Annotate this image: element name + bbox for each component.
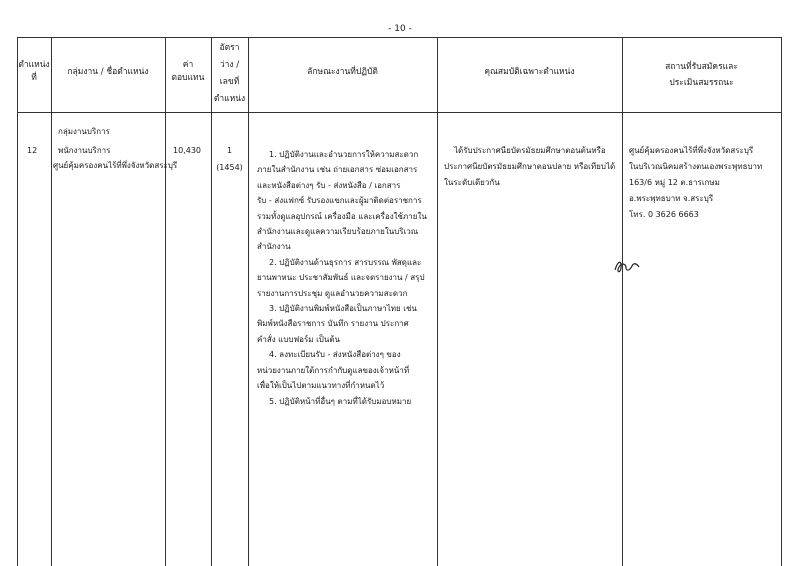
col-border-6 [622, 37, 623, 566]
col-border-5 [437, 37, 438, 566]
header-location [622, 59, 781, 91]
duty-2-line-2: ยานพาหนะ ประชาสัมพันธ์ และจดรายงาน / สรุป [257, 273, 425, 283]
location-line-1: ศูนย์คุ้มครองคนไร้ที่พึ่งจังหวัดสระบุรี [629, 146, 754, 155]
duty-2-line-3: รายงานการประชุม ดูแลอำนวยความสะดวก [257, 288, 408, 298]
location-line-5: โทร. 0 3626 6663 [629, 210, 699, 219]
header-duties: ลักษณะงานที่ปฏิบัติ [307, 67, 378, 77]
location-line-4: อ.พระพุทธบาท จ.สระบุรี [629, 194, 714, 203]
duty-item-5 [257, 394, 435, 409]
qualification-line-1: ได้รับประกาศนียบัตรมัธยมศึกษาตอนต้นหรือ [454, 146, 606, 155]
header-no-line-1: ตำแหน่ง [18, 60, 50, 70]
header-bottom-border [17, 112, 782, 113]
duty-item-1 [257, 147, 435, 255]
col-border-3 [211, 37, 212, 566]
duty-1-line-1: 1. ปฏิบัติงานและอำนวยการให้ความสะดวก [269, 150, 419, 159]
qualification-line-3: ในระดับเดียวกัน [444, 178, 500, 187]
duty-1-line-5: รวมทั้งดูแลอุปกรณ์ เครื่องมือ และเครื่องใช้ภายใน [257, 211, 427, 221]
header-location-line-2: ประเมินสมรรถนะ [669, 78, 734, 88]
header-no-line-2: ที่ [31, 73, 37, 83]
header-vacancy-line-3: เลขที่ [219, 77, 240, 87]
col-border-4 [248, 37, 249, 566]
vacancy-count: 1 [226, 146, 233, 155]
salary-value: 10,430 [173, 146, 201, 155]
duty-4-line-1: 4. ลงทะเบียนรับ - ส่งหนังสือต่างๆ ของ [269, 350, 401, 360]
duty-5-line-1: 5. ปฏิบัติหน้าที่อื่นๆ ตามที่ได้รับมอบหมาย [269, 396, 412, 406]
header-salary [165, 59, 211, 85]
duty-3-line-3: คำสั่ง แบบฟอร์ม เป็นต้น [257, 334, 341, 344]
col-border-0 [17, 37, 18, 566]
duty-2-line-1: 2. ปฏิบัติงานด้านธุรการ สารบรรณ พัสดุและ [269, 257, 422, 267]
col-border-2 [165, 37, 166, 566]
header-qualifications: คุณสมบัติเฉพาะตำแหน่ง [484, 67, 575, 77]
col-border-1 [51, 37, 52, 566]
page-number: - 10 - [388, 24, 412, 34]
position-number: (1454) [216, 163, 243, 172]
duty-4-line-3: เพื่อให้เป็นไปตามแนวทางที่กำหนดไว้ [257, 381, 385, 391]
duty-1-line-4: รับ - ส่งแฟกซ์ รับรองแขกและผู้มาติดต่อราชการ [257, 196, 422, 206]
duties-list [257, 147, 435, 409]
office-name: ศูนย์คุ้มครองคนไร้ที่พึ่งจังหวัดสระบุรี [53, 161, 178, 170]
location-line-3: 163/6 หมู่ 12 ต.ธารเกษม [629, 178, 720, 187]
qualifications [444, 143, 615, 191]
duty-1-line-7: สำนักงาน [257, 242, 291, 252]
duty-item-3 [257, 301, 435, 347]
col-border-7 [781, 37, 782, 566]
location [629, 143, 762, 223]
duty-item-2 [257, 255, 435, 301]
header-vacancy-line-4: ตำแหน่ง [213, 94, 246, 104]
duty-3-line-2: พิมพ์หนังสือราชการ บันทึก รายงาน ประกาศ [257, 319, 409, 329]
header-vacancy-line-2: ว่าง / [219, 60, 240, 70]
duty-1-line-6: สำนักงานและดูแลความเรียบร้อยภายในบริเวณ [257, 227, 419, 237]
duty-3-line-1: 3. ปฏิบัติงานพิมพ์หนังสือเป็นภาษาไทย เช่น [269, 304, 417, 314]
header-vacancy [211, 40, 248, 108]
location-line-2: ในบริเวณนิคมสร้างตนเองพระพุทธบาท [629, 162, 763, 171]
table-top-border [17, 37, 782, 38]
position-name: พนักงานบริการ [58, 146, 111, 155]
group-name: กลุ่มงานบริการ [58, 127, 110, 136]
signature-mark [612, 254, 642, 276]
duty-item-4 [257, 347, 435, 393]
qualification-line-2: ประกาศนียบัตรมัธยมศึกษาตอนปลาย หรือเทียบได้ [444, 162, 616, 171]
header-group-position: กลุ่มงาน / ชื่อตำแหน่ง [67, 67, 149, 77]
header-location-line-1: สถานที่รับสมัครและ [665, 62, 738, 72]
row-number: 12 [27, 146, 38, 155]
header-no [17, 59, 51, 85]
header-salary-line-2: ตอบแทน [171, 73, 205, 83]
duty-1-line-3: และหนังสือต่างๆ รับ - ส่งหนังสือ / เอกสาร [257, 180, 401, 190]
header-salary-line-1: ค่า [182, 60, 194, 70]
header-vacancy-line-1: อัตรา [219, 43, 240, 53]
duty-4-line-2: หน่วยงานภายใต้การกำกับดูแลของเจ้าหน้าที่ [257, 365, 410, 375]
duty-1-line-2: ภายในสำนักงาน เช่น ถ่ายเอกสาร ซ่อมเอกสาร [257, 165, 418, 175]
